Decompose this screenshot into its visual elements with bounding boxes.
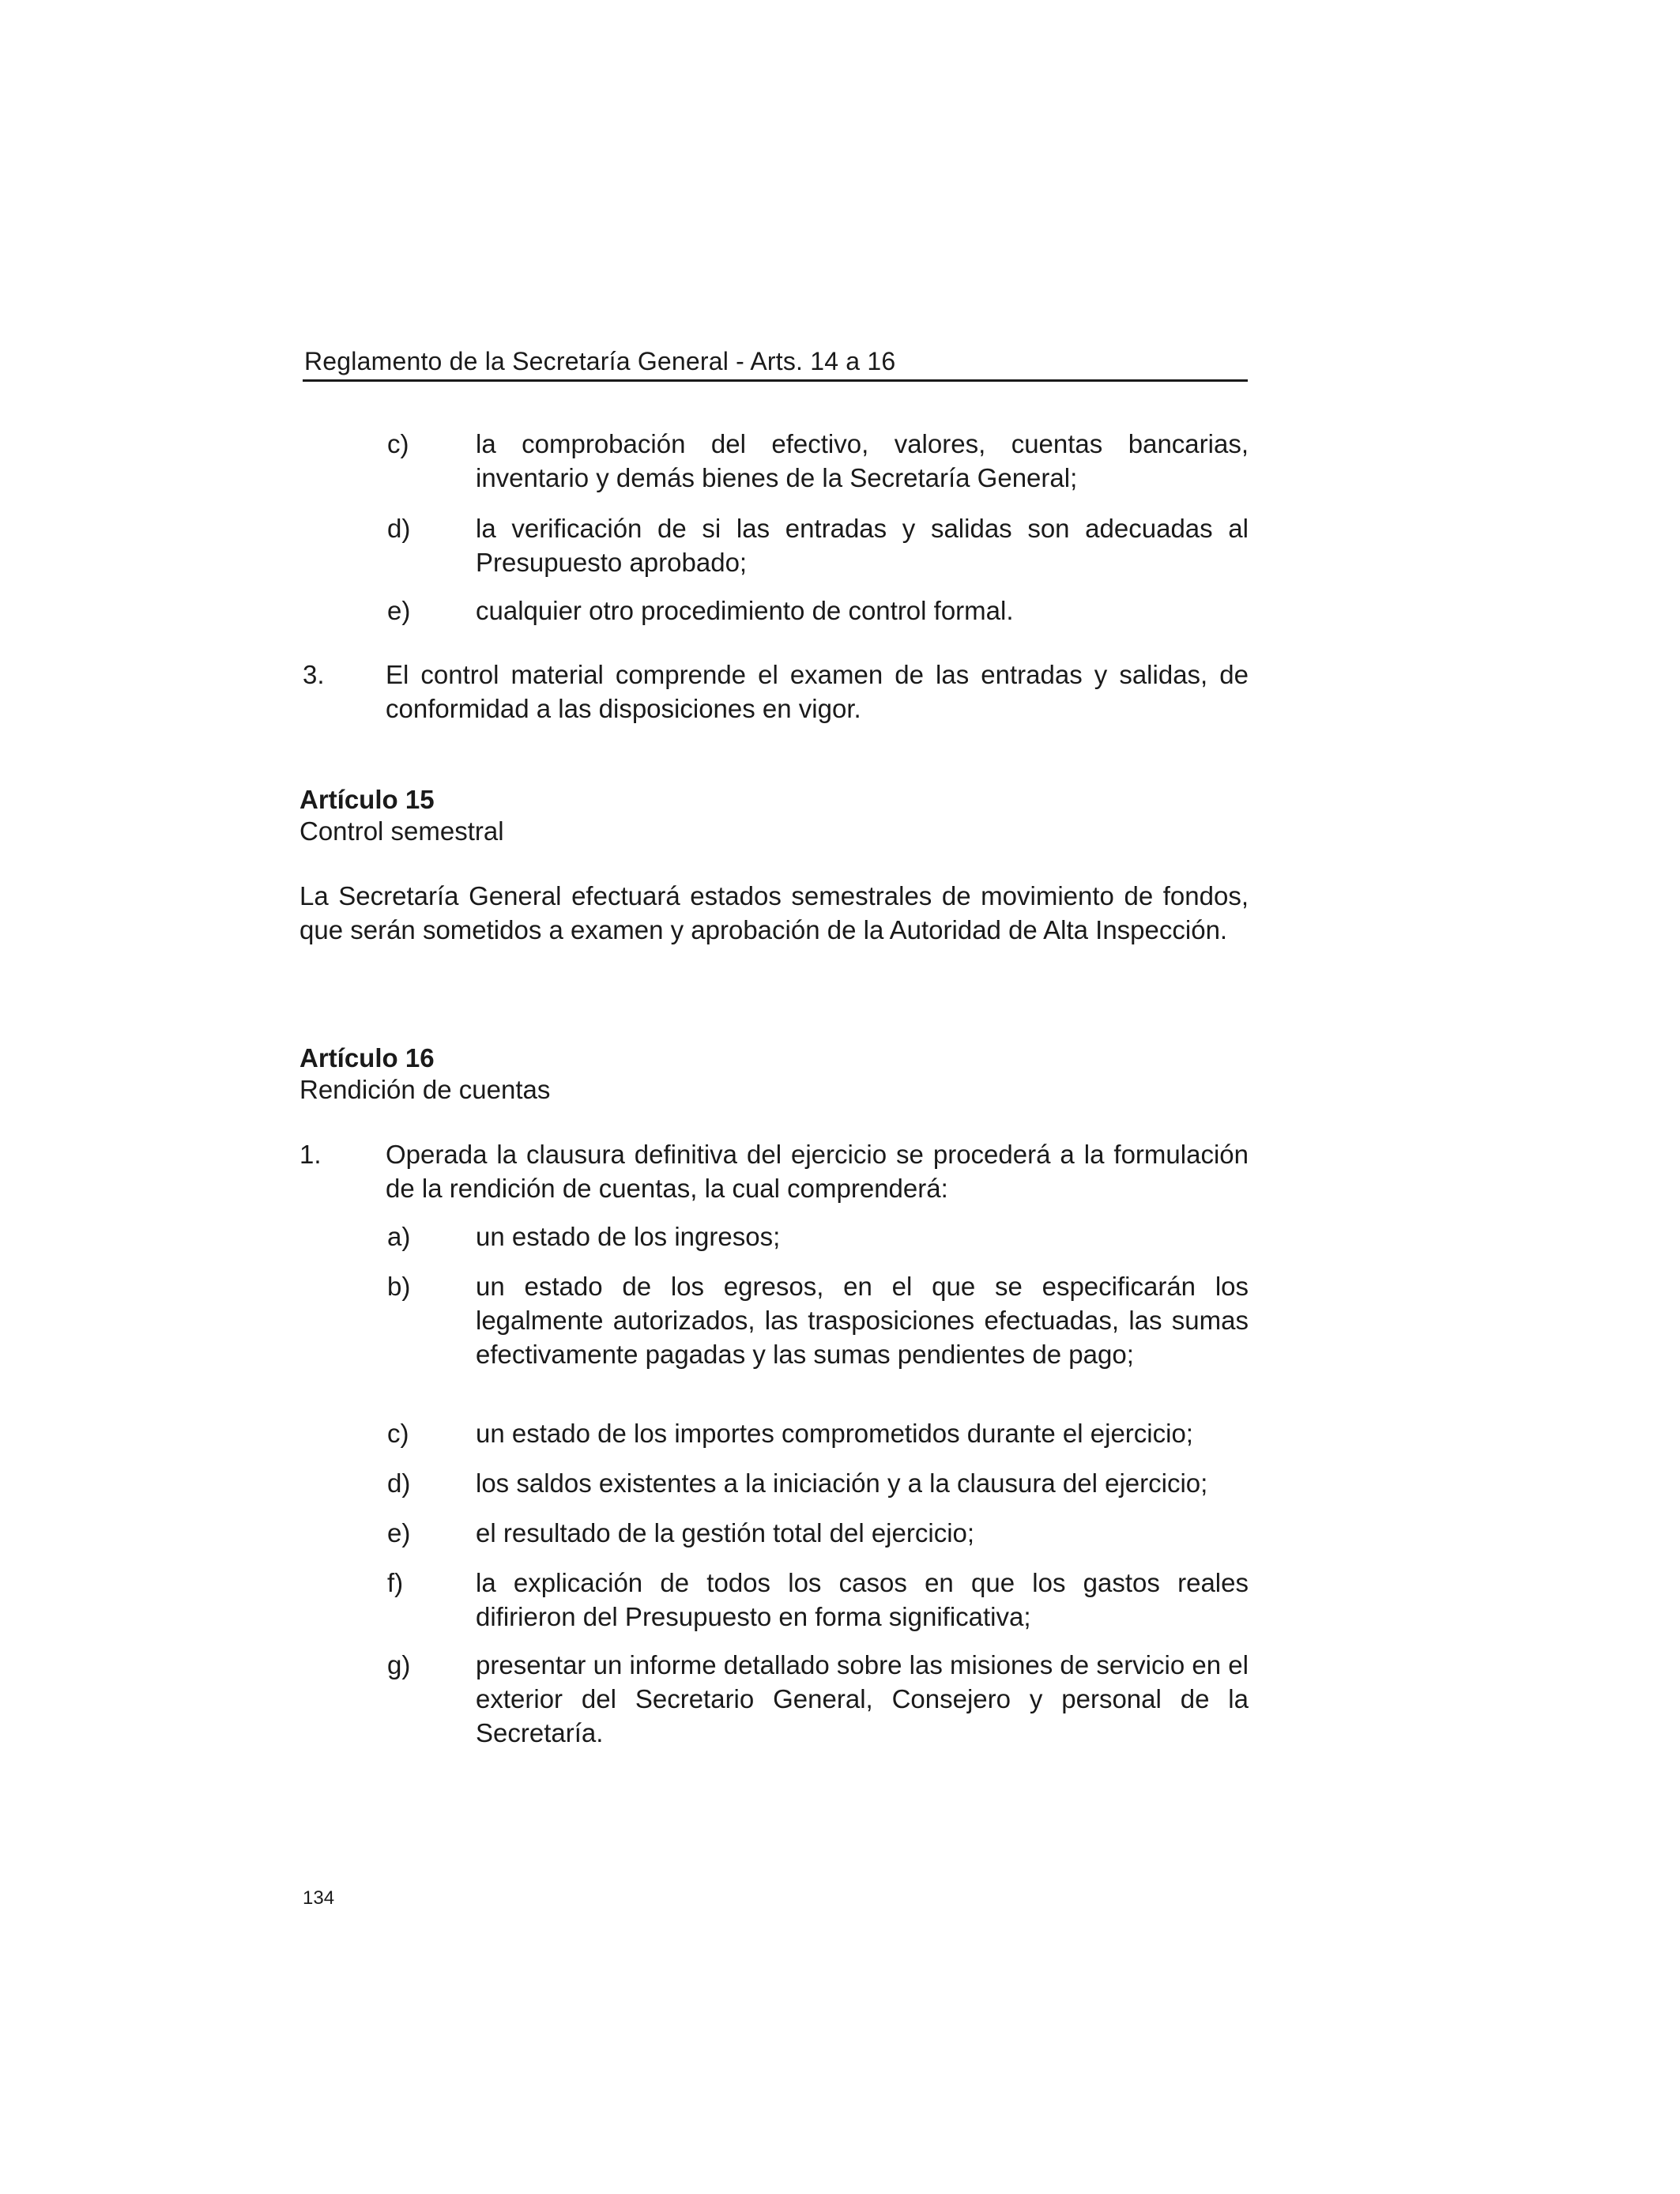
item-label: a) [387,1222,411,1251]
page-number: 134 [303,1887,335,1909]
item-label: e) [387,596,411,625]
article-heading: Artículo 16 [299,1043,435,1072]
item-text: la explicación de todos los casos en que los gastos reales difirieron del Presupuesto en forma significativa; [476,1568,1249,1631]
point-number: 1. [299,1140,322,1169]
point-text: Operada la clausura definitiva del ejercicio se procederá a la formulación de la rendición de cuentas, la cual comprenderá: [386,1140,1249,1203]
item-text: la verificación de si las entradas y salidas son adecuadas al Presupuesto aprobado; [476,514,1249,577]
item-label: e) [387,1518,411,1547]
item-label: d) [387,1468,411,1498]
article-subtitle: Rendición de cuentas [299,1075,551,1104]
point-text: El control material comprende el examen de las entradas y salidas, de conformidad a las disposiciones en vigor. [386,660,1249,723]
item-label: c) [387,1419,409,1448]
item-label: g) [387,1650,411,1679]
header-rule [303,379,1248,382]
item-text: el resultado de la gestión total del ejercicio; [476,1518,975,1547]
article-body: La Secretaría General efectuará estados semestrales de movimiento de fondos, que serán sometidos a examen y aprobación de la Autoridad de Alta Inspección. [299,881,1249,944]
item-label: d) [387,514,411,543]
item-text: un estado de los ingresos; [476,1222,781,1251]
item-text: un estado de los egresos, en el que se especificarán los legalmente autorizados, las trasposiciones efectuadas, las sumas efectivamente pagadas y las sumas pendientes de pago; [476,1272,1249,1369]
item-text: cualquier otro procedimiento de control formal. [476,596,1014,625]
item-text: presentar un informe detallado sobre las misiones de servicio en el exterior del Secretario General, Consejero y personal de la Secretaría. [476,1650,1249,1747]
item-text: un estado de los importes comprometidos durante el ejercicio; [476,1419,1193,1448]
running-header: Reglamento de la Secretaría General - Arts. 14 a 16 [304,347,896,375]
item-text: la comprobación del efectivo, valores, cuentas bancarias, inventario y demás bienes de la Secretaría General; [476,429,1249,492]
item-label: f) [387,1568,404,1597]
article-subtitle: Control semestral [299,816,504,846]
item-label: c) [387,429,409,458]
article-heading: Artículo 15 [299,785,435,814]
point-number: 3. [303,660,325,689]
item-text: los saldos existentes a la iniciación y a la clausura del ejercicio; [476,1468,1208,1498]
item-label: b) [387,1272,411,1301]
